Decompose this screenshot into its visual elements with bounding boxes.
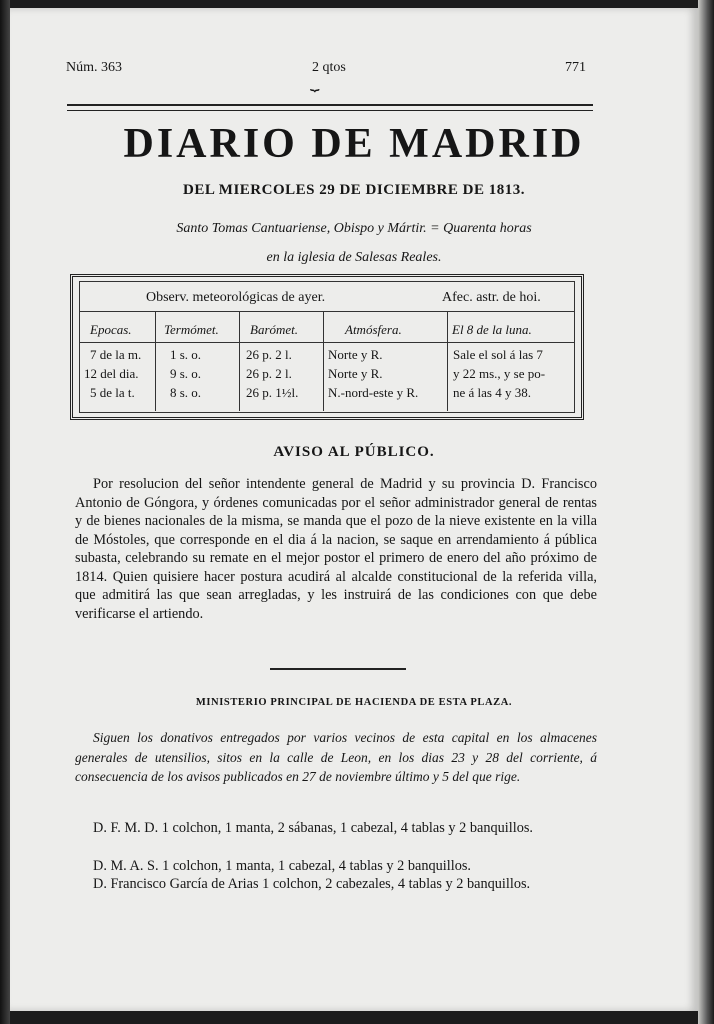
table-cell: 1 s. o. [170,347,202,362]
page-header [10,60,698,91]
table-cell: 26 p. 1½l. [246,385,299,400]
ministerio-heading: MINISTERIO PRINCIPAL DE HACIENDA DE ESTA PLAZA. [195,697,513,708]
ministerio-intro: Siguen los donativos entregados por varios vecinos de esta capital en los almacenes generales de utensilios, sitos en la calle de Leon, en los dias 23 y 28 del corriente, á consecuencia de los avisos publicados en 27 de noviembre último y 5 del que rige. [75,730,597,784]
section-divider [270,668,406,670]
column-header-luna: El 8 de la luna. [452,322,532,337]
donor-entry: D. M. A. S. 1 colchon, 1 manta, 1 cabezal, 4 tablas y 2 banquillos. [93,858,472,874]
issue-price: 2 qtos [312,60,346,75]
meteorology-heading: Observ. meteorológicas de ayer. [146,290,326,305]
brace-ornament-icon: ⏟ [310,74,320,91]
table-cell: Norte y R. [328,366,383,381]
astro-line: ne á las 4 y 38. [453,385,531,400]
table-cell: 5 de la t. [90,385,135,400]
table-cell: N.-nord-este y R. [328,385,419,400]
table-cell: Norte y R. [328,347,383,362]
table-column-divider [447,311,448,411]
issue-number: Núm. 363 [66,60,122,75]
donor-entry: D. F. M. D. 1 colchon, 1 manta, 2 sábanas, 1 cabezal, 4 tablas y 2 banquillos. [93,820,533,836]
column-header-barometro: Barómet. [250,322,299,337]
column-header-termometro: Termómet. [164,322,219,337]
page-edge-shadow [698,0,714,1024]
table-cell: 7 de la m. [90,347,142,362]
table-cell: 26 p. 2 l. [246,366,292,381]
column-header-epocas: Epocas. [90,322,132,337]
table-cell: 9 s. o. [170,366,202,381]
issue-date: DEL MIERCOLES 29 DE DICIEMBRE DE 1813. [183,182,525,198]
saint-of-day-line1: Santo Tomas Cantuariense, Obispo y Mártir. = Quarenta horas [176,221,532,236]
table-cell: 8 s. o. [170,385,202,400]
table-column-divider [323,311,324,411]
aviso-heading: AVISO AL PÚBLICO. [273,444,435,460]
newspaper-page [10,8,698,1011]
donor-entry: D. Francisco García de Arias 1 colchon, 2 cabezales, 4 tablas y 2 banquillos. [93,876,531,892]
table-column-divider [239,311,240,411]
table-column-divider [155,311,156,411]
saint-of-day-line2: en la iglesia de Salesas Reales. [266,250,442,265]
aviso-body: Por resolucion del señor intendente general de Madrid y su provincia D. Francisco Antonio de Góngora, y órdenes comunicadas por el señor administrador general de rentas y de bienes nacionales de la misma, se manda que el pozo de la nieve existente en la villa de Móstoles, que corresponde en el dia á la nacion, se saque en arrendamiento á pública subasta, celebrando su remate en el mejor postor el primero de enero del año próximo de 1814. Quien quisiere hacer postura acudirá al alcalde constitucional de la referida villa, que admitirá las que sean arregladas, y les instruirá de las condiciones con que debe verificarse el artiendo. [75,476,597,622]
masthead-title: DIARIO DE MADRID [123,121,585,167]
column-header-atmosfera: Atmósfera. [345,322,402,337]
table-cell: 12 del dia. [84,366,139,381]
astro-line: Sale el sol á las 7 [453,347,543,362]
header-rule [67,104,593,111]
astro-line: y 22 ms., y se po- [453,366,546,381]
book-binding-edge [0,0,10,1024]
table-cell: 26 p. 2 l. [246,347,292,362]
astronomy-heading: Afec. astr. de hoi. [442,290,541,305]
page-number: 771 [565,60,586,75]
